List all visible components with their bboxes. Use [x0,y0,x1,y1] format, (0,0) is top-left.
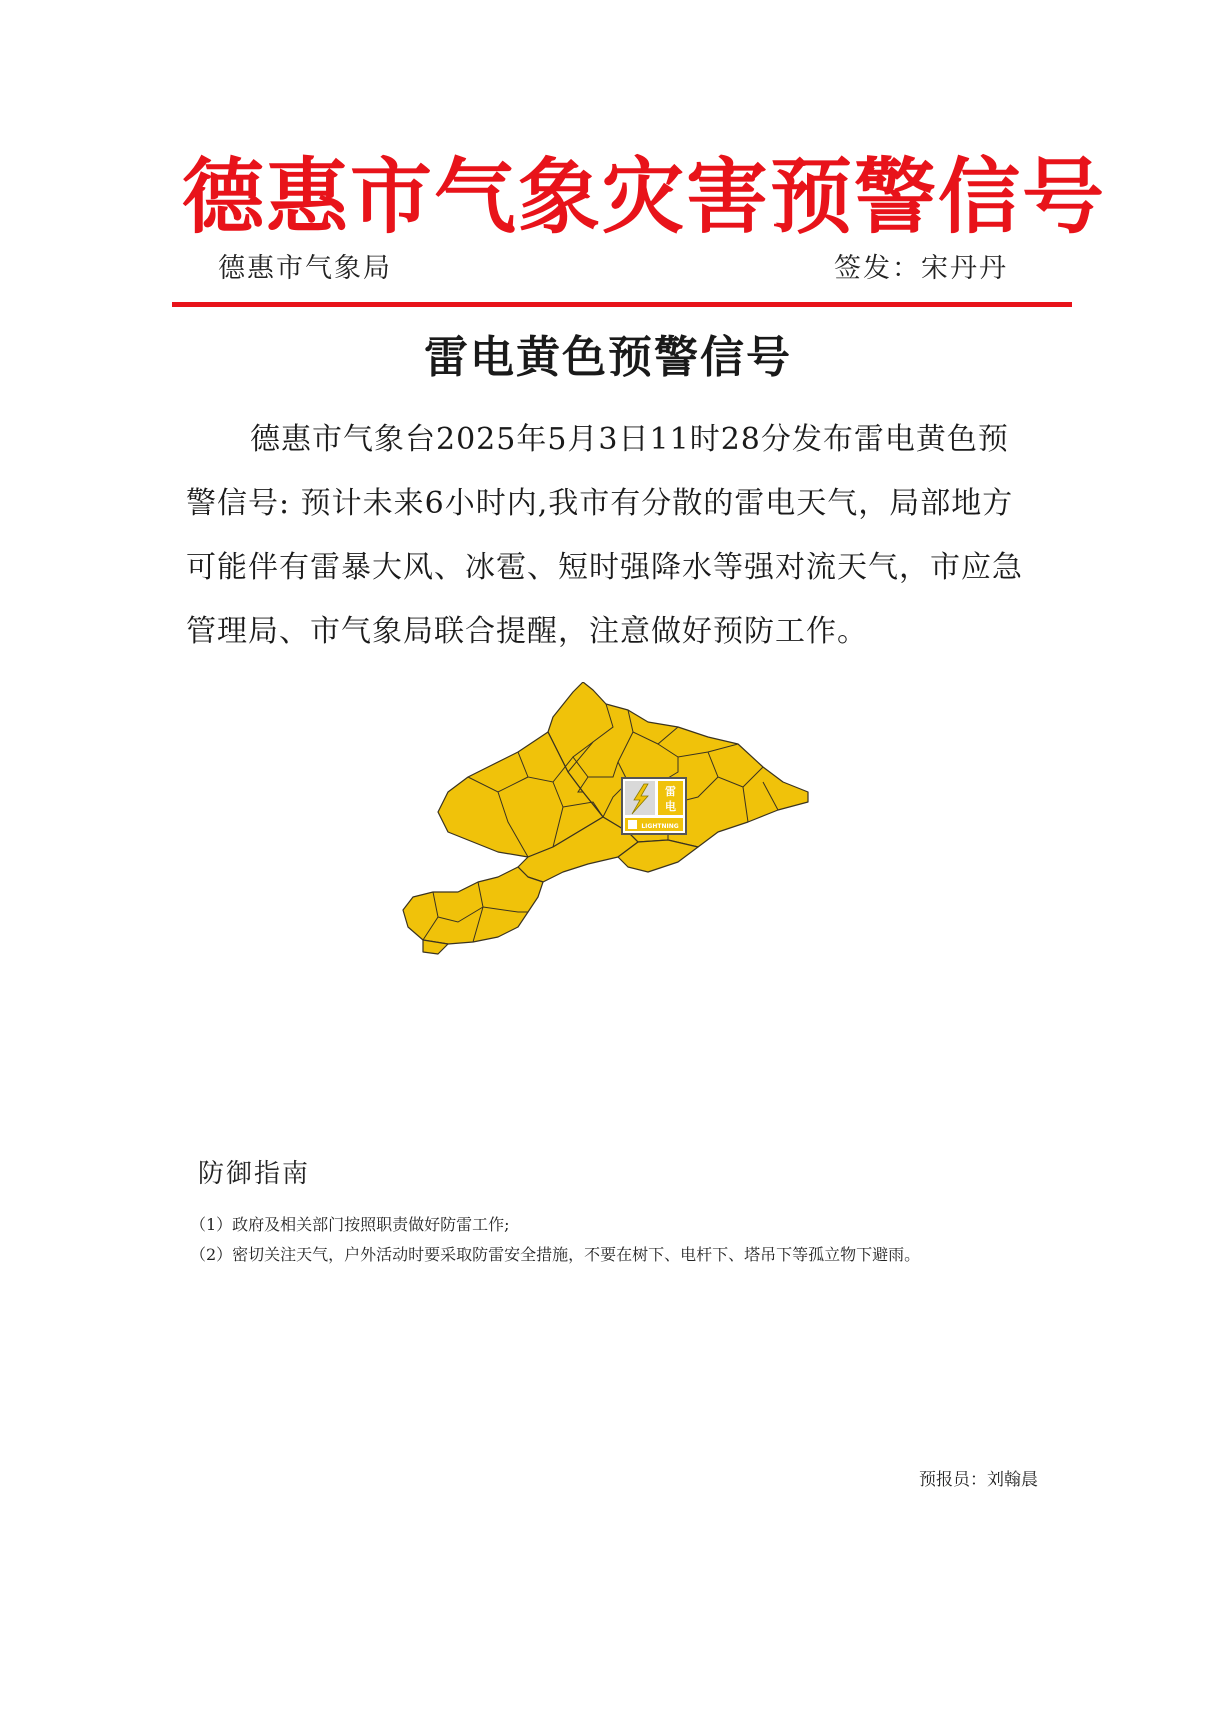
signal-icon-caption: LIGHTNING [641,823,679,830]
signal-body-text: 德惠市气象台2025年5月3日11时28分发布雷电黄色预警信号: 预计未来6小时内,我市有分散的雷电天气，局部地方可能伴有雷暴大风、冰雹、短时强降水等强对流天气，市应急管理局、市气象局联合提醒，注意做好预防工作。 [186,422,1023,649]
signal-icon-emblem [628,820,637,829]
defense-guide-item: （2）密切关注天气，户外活动时要采取防雷安全措施，不要在树下、电杆下、塔吊下等孤立物下避雨。 [190,1245,921,1264]
signal-icon-char-bottom: 电 [665,800,676,813]
defense-guide-heading: 防御指南 [198,1159,311,1189]
document-header-title: 德惠市气象灾害预警信号 [182,150,1107,245]
signal-title: 雷电黄色预警信号 [424,332,792,383]
signal-icon-char-top: 雷 [665,785,676,798]
region-map-svg [378,682,848,972]
lightning-yellow-signal-icon [622,778,686,834]
defense-guide-item: （1）政府及相关部门按照职责做好防雷工作; [190,1215,510,1234]
issuer-name: 德惠市气象局 [218,253,392,284]
map-district-south-west [403,867,543,944]
signer-name: 签发：宋丹丹 [834,253,1008,284]
forecaster-name: 预报员：刘翰晨 [919,1470,1038,1490]
warning-area-map [378,682,848,972]
defense-guide-list [190,1210,1090,1270]
header-divider [172,302,1072,307]
